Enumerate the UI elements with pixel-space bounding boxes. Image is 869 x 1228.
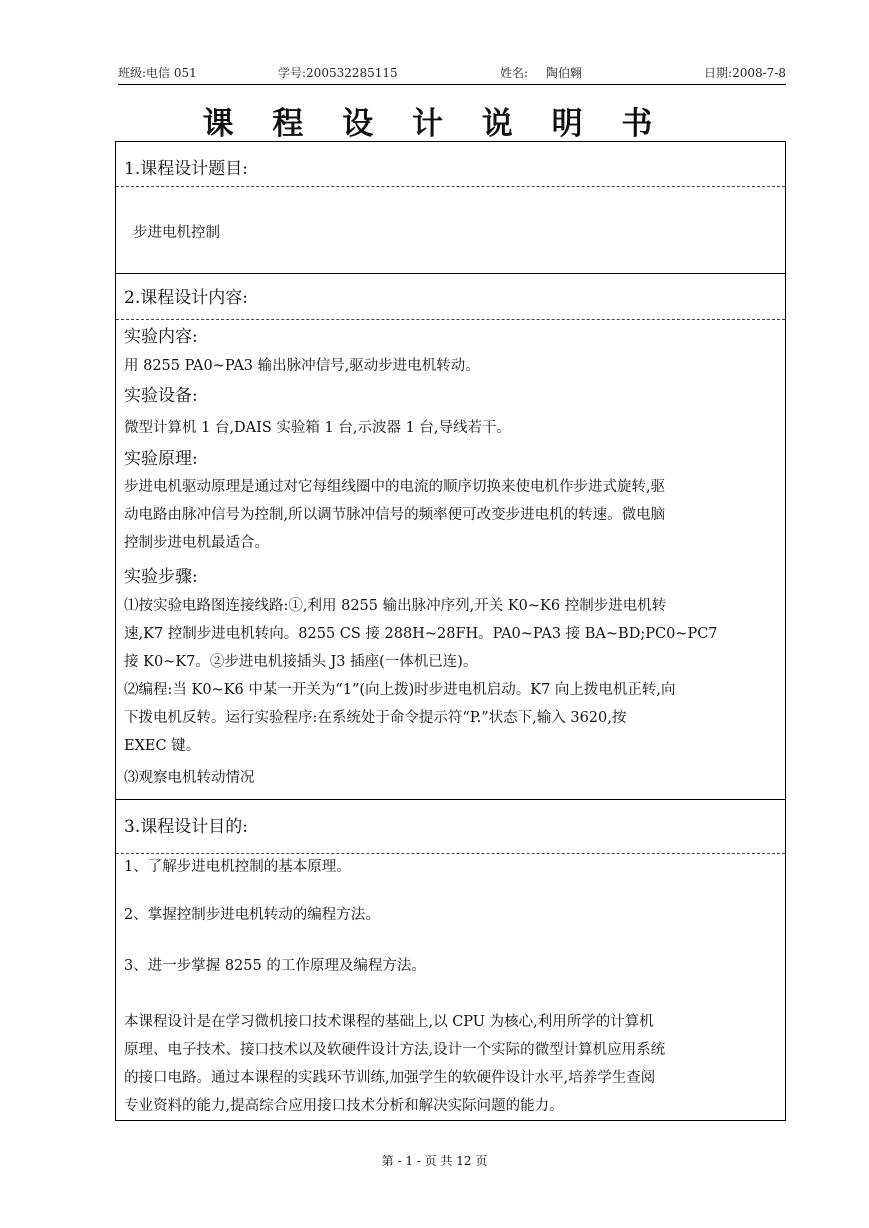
step3-text: ⑶观察电机转动情况 [124,770,255,786]
row-divider-2 [116,799,785,800]
principle-line: 步进电机驱动原理是通过对它每组线圈中的电流的顺序切换来使电机作步进式旋转,驱 [124,479,666,495]
section2-divider [116,319,785,320]
student-id: 学号:200532285115 [278,66,398,80]
summary-line: 本课程设计是在学习微机接口技术课程的基础上,以 CPU 为核心,利用所学的计算机 [124,1014,654,1030]
design-topic: 步进电机控制 [133,225,220,241]
summary-line: 的接口电路。通过本课程的实践环节训练,加强学生的软硬件设计水平,培养学生查阅 [124,1070,656,1086]
design-table [115,141,786,1121]
principle-line: 控制步进电机最适合。 [124,535,269,551]
header-rule [118,84,786,85]
class-label: 班级:电信 051 [118,66,197,80]
section1-heading: 1.课程设计题目: [124,159,248,179]
step1-line: 速,K7 控制步进电机转向。8255 CS 接 288H~28FH。PA0~PA3 接 BA~BD;PC0~PC7 [124,626,718,642]
section3-heading: 3.课程设计目的: [124,817,248,837]
step1-line: ⑴按实验电路图连接线路:①,利用 8255 输出脉冲序列,开关 K0~K6 控制步进电机转 [124,598,667,614]
equipment-label: 实验设备: [124,386,198,406]
step2-line: EXEC 键。 [124,738,201,754]
section2-heading: 2.课程设计内容: [124,288,248,308]
step2-text [124,676,779,760]
summary-line: 专业资料的能力,提高综合应用接口技术分析和解决实际问题的能力。 [124,1098,564,1114]
principle-label: 实验原理: [124,449,198,469]
principle-line: 动电路由脉冲信号为控制,所以调节脉冲信号的频率便可改变步进电机的转速。微电脑 [124,507,666,523]
content-text: 用 8255 PA0~PA3 输出脉冲信号,驱动步进电机转动。 [124,358,480,374]
date: 日期:2008-7-8 [704,66,786,80]
step2-line: ⑵编程:当 K0~K6 中某一开关为“1”(向上拨)时步进电机启动。K7 向上拨电机正转,向 [124,682,676,698]
page-header [118,62,786,82]
summary-text [124,1008,779,1120]
summary-line: 原理、电子技术、接口技术以及软硬件设计方法,设计一个实际的微型计算机应用系统 [124,1042,666,1058]
equipment-text: 微型计算机 1 台,DAIS 实验箱 1 台,示波器 1 台,导线若干。 [124,420,512,436]
section3-divider [116,853,785,854]
steps-label: 实验步骤: [124,567,198,587]
name-label: 姓名: [500,66,529,80]
goal-1: 1、了解步进电机控制的基本原理。 [124,859,351,875]
principle-text [124,473,779,557]
page-footer: 第 - 1 - 页 共 12 页 [381,1154,488,1168]
content-label: 实验内容: [124,327,198,347]
section1-divider [116,186,785,187]
step1-line: 接 K0~K7。②步进电机接插头 J3 插座(一体机已连)。 [124,654,478,670]
goal-3: 3、进一步掌握 8255 的工作原理及编程方法。 [124,958,426,974]
student-name: 陶伯翱 [546,66,583,80]
goal-2: 2、掌握控制步进电机转动的编程方法。 [124,907,380,923]
step2-line: 下拨电机反转。运行实验程序:在系统处于命令提示符“P.”状态下,输入 3620,按 [124,710,627,726]
step1-text [124,592,779,676]
document-title: 课 程 设 计 说 明 书 [202,106,667,142]
row-divider-1 [116,273,785,274]
